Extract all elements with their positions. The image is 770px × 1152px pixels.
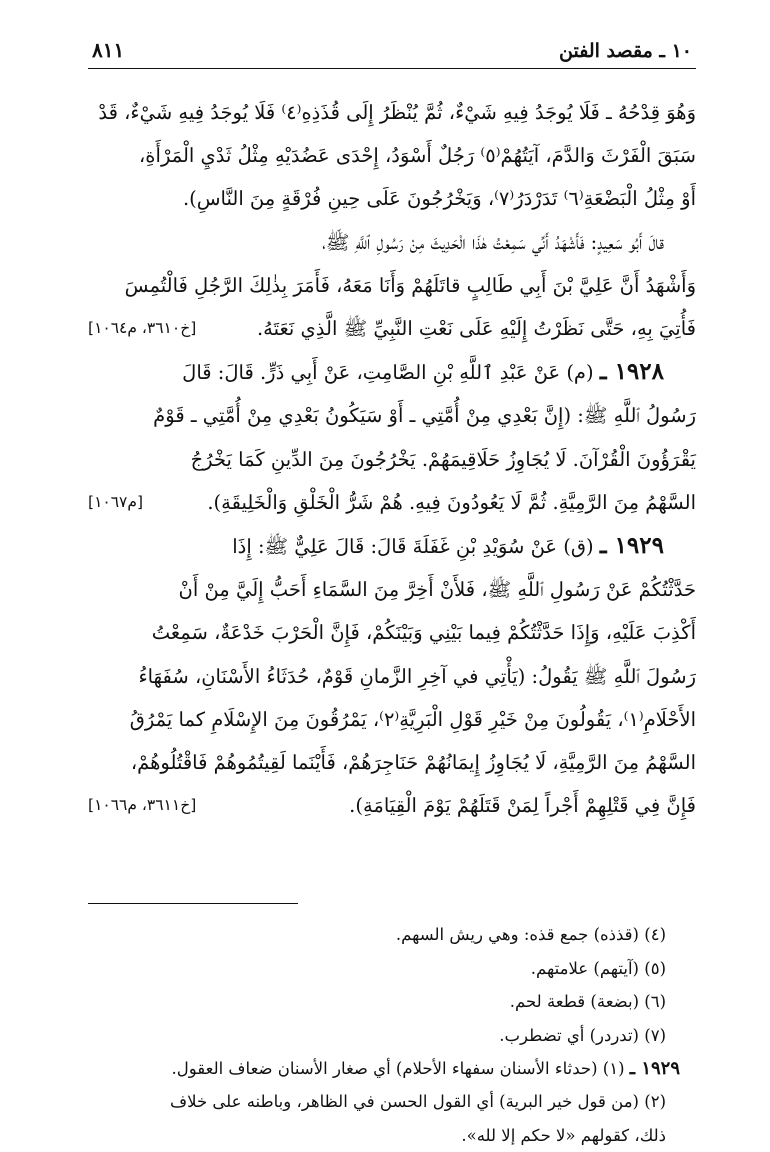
text-line: رَسُولَ ٱللَّهِ ﷺ يَقُولُ: (يَأْتِي في آخِرِ الزَّمانِ قَوْمٌ، حُدَثَاءُ الأَسْنَانِ، سُفَهَاءُ (138, 664, 696, 688)
footnote: (٢) (من قول خير البرية) أي القول الحسن في الظاهر، وباطنه على خلاف (170, 1092, 666, 1112)
text-line: يَقْرَؤُونَ الْقُرْآنَ. لَا يُجَاوِزُ حَلَاقِيمَهُمْ. يَخْرُجُونَ مِنَ الدِّينِ كَمَا يَخْرُجُ (190, 447, 696, 471)
footnote: (٦) (بضعة) قطعة لحم. (509, 992, 666, 1012)
hadith-1928-first-line (88, 350, 696, 394)
text-span: السَّهْمُ مِنَ الرَّمِيَّةِ. ثُمَّ لَا يَعُودُونَ فِيهِ. هُمْ شَرُّ الْخَلْقِ وَالْخَلِيقَةِ). (207, 490, 696, 514)
text-span: فَأُتِيَ بِهِ، حَتَّى نَظَرْتُ إِلَيْهِ عَلَى نَعْتِ النَّبِيِّ ﷺ الَّذِي نَعَتَهُ. (256, 317, 696, 341)
text-line (88, 481, 696, 524)
text-line (88, 307, 696, 350)
text-line: سَبَقَ الْفَرْثَ وَالدَّمَ، آيَتُهُمْ⁽٥⁾ رَجُلٌ أَسْوَدُ، إِحْدَى عَضُدَيْهِ مِثْلُ ثَدْيِ الْمَرْأَةِ، (139, 144, 696, 168)
text-line: وَهُوَ قِدْحُهُ ـ فَلَا يُوجَدُ فِيهِ شَيْءٌ، ثُمَّ يُنْظَرُ إِلَى قُذَذِهِ⁽٤⁾ فَلَا يُوجَدُ فِيهِ شَيْءٌ، قَدْ (98, 101, 696, 124)
text-line (88, 784, 696, 827)
main-text (88, 91, 696, 827)
text-line: وَأَشْهَدُ أَنَّ عَلِيَّ بْنَ أَبِي طَالِبٍ قاتَلَهُمْ وَأَنَا مَعَهُ، فَأَمَرَ بِذٰلِكَ الرَّجُلِ فَالْتُمِسَ (124, 273, 696, 297)
page-number: ٨١١ (92, 38, 125, 62)
hadith-1929-first-line (88, 524, 696, 568)
footnote: ذلك، كقولهم «لا حكم إلا لله». (461, 1125, 666, 1145)
footnotes (88, 918, 696, 1152)
footnote: (٥) (آيتهم) علامتهم. (530, 958, 666, 978)
text-line: أَكْذِبَ عَلَيْهِ، وَإِذَا حَدَّثْتُكُمْ فِيما بَيْنِي وَبَيْنَكُمْ، فَإِنَّ الْحَرْبَ خَدْعَةٌ، سَمِعْتُ (151, 621, 696, 645)
footnote-rule (88, 903, 298, 904)
footnote: (٧) (تدردر) أي تضطرب. (499, 1025, 666, 1045)
text-span: (١) (حدثاء الأسنان سفهاء الأحلام) أي صغار الأسنان ضعاف العقول. (171, 1059, 625, 1079)
text-line: قالَ أَبُو سَعِيدٍ: فَأَشْهَدُ أَنِّي سَمِعْتُ هٰذَا الْحَدِيثَ مِنْ رَسُولِ ٱللَّهِ ﷺ، (322, 230, 664, 254)
text-line: أَوْ مِثْلُ الْبَضْعَةِ⁽٦⁾ تَدَرْدَرُ⁽٧⁾، وَيَخْرُجُونَ عَلَى حِينِ فُرْقَةٍ مِنَ النَّاسِ). (182, 187, 696, 211)
source-reference: [خ٣٦١٠، م١٠٦٤] (88, 319, 197, 338)
text-span: (م) عَنْ عَبْدِ ٱللَّهِ بْنِ الصَّامِتِ، عَنْ أَبِي ذَرٍّ. قَالَ: قَالَ (182, 361, 594, 385)
footnote (118, 1052, 680, 1085)
text-line: السَّهْمُ مِنَ الرَّمِيَّةِ، لَا يُجَاوِزُ إِيمَانُهُمْ حَنَاجِرَهُمْ، فَأَيْنَما لَقِيتُمُوهُمْ فَاقْتُلُوهُمْ، (130, 751, 696, 775)
text-line: الأَحْلَامِ⁽١⁾، يَقُولُونَ مِنْ خَيْرِ قَوْلِ الْبَرِيَّةِ⁽٢⁾، يَمْرُقُونَ مِنَ الإِسْلَامِ كما يَمْرُقُ (129, 707, 696, 731)
hadith-number: ١٩٢٨ ـ (599, 358, 664, 386)
source-reference: [خ٣٦١١، م١٠٦٦] (88, 796, 197, 815)
footnote-hadith-number: ١٩٢٩ ـ (629, 1058, 680, 1080)
text-line: حَدَّثْتُكُمْ عَنْ رَسُولِ ٱللَّهِ ﷺ، فَلأَنْ أَخِرَّ مِنَ السَّمَاءِ أَحَبُّ إِلَيَّ مِنْ أَنْ (178, 578, 696, 602)
page-header (88, 38, 696, 68)
running-title: ١٠ ـ مقصد الفتن (559, 40, 692, 62)
header-rule (88, 68, 696, 69)
hadith-number: ١٩٢٩ ـ (599, 532, 664, 560)
source-reference: [م١٠٦٧] (88, 492, 144, 511)
text-span: فَإِنَّ فِي قَتْلِهِمْ أَجْراً لِمَنْ قَتَلَهُمْ يَوْمَ الْقِيَامَةِ). (349, 794, 696, 818)
footnote: (٤) (قذذه) جمع قذه: وهي ريش السهم. (395, 925, 666, 945)
text-span: (ق) عَنْ سُوَيْدِ بْنِ غَفَلَةَ قَالَ: قَالَ عَلِيٌّ ﷺ: إِذَا (232, 535, 594, 559)
text-line: رَسُولُ ٱللَّهِ ﷺ: (إِنَّ بَعْدِي مِنْ أُمَّتِي ـ أَوْ سَيَكُونُ بَعْدِي مِنْ أُمَّتِي ـ قَوْمٌ (153, 404, 696, 428)
